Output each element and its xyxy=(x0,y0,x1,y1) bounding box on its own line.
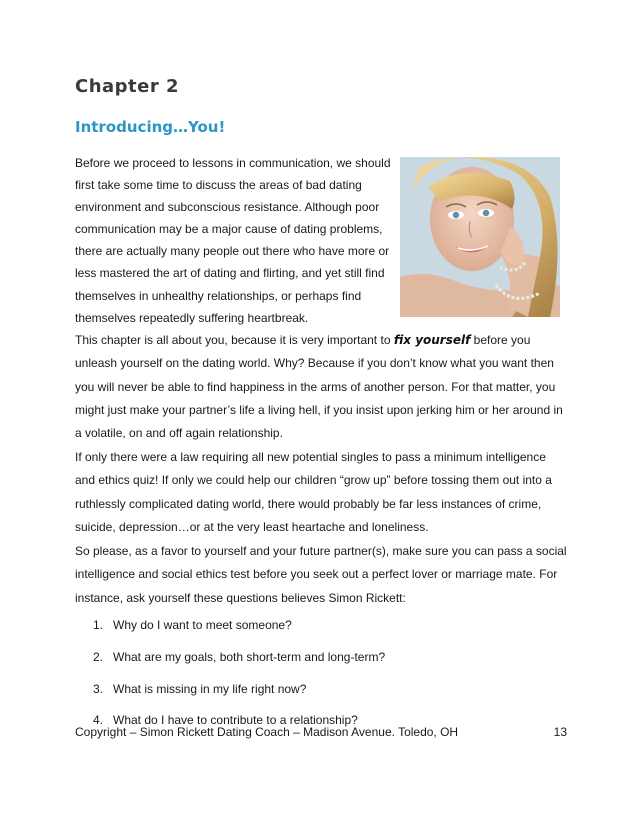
list-text: What is missing in my life right now? xyxy=(113,682,307,696)
list-number: 4. xyxy=(93,713,104,727)
list-number: 2. xyxy=(93,650,104,664)
list-text: What are my goals, both short-term and long-term? xyxy=(113,650,386,664)
intro-line: themselves in unhealthy relationships, or perhaps find xyxy=(75,288,362,303)
paragraph-intelligence-quiz: If only there were a law requiring all new potential singles to pass a minimum intelligence and ethics quiz! If only we could help our children “grow up” before tossing them out into a ruthlessly complicated dating world, there would probably be far less instances of crime, suicide, depression…or at the very least heartache and loneliness. xyxy=(75,450,552,534)
intro-line: there are actually many people out there who have more or xyxy=(75,244,390,259)
footer-copyright: Copyright – Simon Rickett Dating Coach – Madison Avenue. Toledo, OH xyxy=(75,725,459,739)
section-title: Introducing…You! xyxy=(75,118,226,136)
list-number: 1. xyxy=(93,618,104,632)
intro-line: Before we proceed to lessons in communication, we should xyxy=(75,156,391,170)
paragraph-text: This chapter is all about you, because it is very important to xyxy=(75,333,394,347)
paragraph-fix-yourself xyxy=(75,329,567,445)
emphasis-fix-yourself: fix yourself xyxy=(393,333,471,347)
intro-line: communication may be a major cause of dating problems, xyxy=(75,222,383,237)
list-item xyxy=(93,682,306,696)
intro-paragraph xyxy=(75,152,395,329)
chapter-heading: Chapter 2 xyxy=(75,76,180,97)
intro-line: themselves repeatedly suffering heartbreak. xyxy=(75,310,309,325)
list-item xyxy=(93,650,385,664)
list-item xyxy=(93,618,292,632)
woman-portrait-photo xyxy=(400,157,560,317)
intro-line: less mastered the art of dating and flirting, and yet still find xyxy=(75,266,385,281)
list-text: What do I have to contribute to a relationship? xyxy=(113,713,358,727)
list-text: Why do I want to meet someone? xyxy=(113,618,292,632)
page-number: 13 xyxy=(553,725,567,739)
paragraph-social-test: So please, as a favor to yourself and your future partner(s), make sure you can pass a social intelligence and social ethics test before you seek out a perfect lover or marriage mate. For instance, ask yourself these questions believes Simon Rickett: xyxy=(75,544,567,605)
list-number: 3. xyxy=(93,682,104,696)
portrait-illustration xyxy=(400,157,560,317)
intro-line: environment and subconscious resistance. Although poor xyxy=(75,200,380,215)
intro-line: first take some time to discuss the areas of bad dating xyxy=(75,178,362,193)
paragraph-text: before you unleash yourself on the dating world. Why? Because if you don’t know what you want then you will never be able to find happiness in the arms of another person. For that matter, you might just make your partner’s life a living hell, if you insist upon jerking him or her around in a volatile, on and off again relationship. xyxy=(75,333,563,441)
